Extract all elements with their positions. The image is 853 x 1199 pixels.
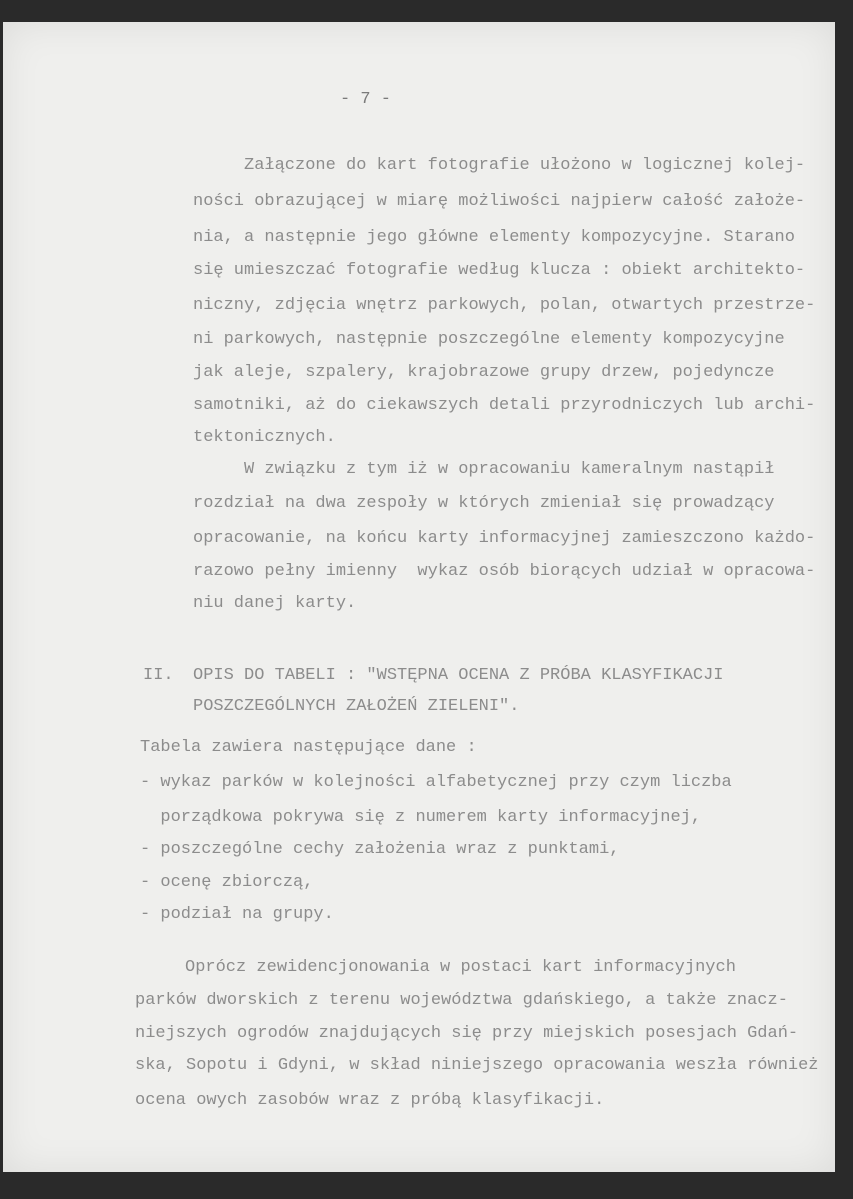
paragraph1-line: tektonicznych. bbox=[193, 428, 336, 447]
section-title-line: OPIS DO TABELI : "WSTĘPNA OCENA Z PRÓBA KLASYFIKACJI bbox=[193, 666, 724, 685]
paragraph1-line: Załączone do kart fotografie ułożono w logicznej kolej- bbox=[244, 156, 806, 175]
list-item: - podział na grupy. bbox=[140, 905, 334, 924]
paragraph3-line: ska, Sopotu i Gdyni, w skład niniejszego opracowania weszła również bbox=[135, 1056, 819, 1075]
section-title-line: POSZCZEGÓLNYCH ZAŁOŻEŃ ZIELENI". bbox=[193, 697, 520, 716]
paragraph1-line: ni parkowych, następnie poszczególne elementy kompozycyjne bbox=[193, 330, 785, 349]
paragraph1-line: niczny, zdjęcia wnętrz parkowych, polan, otwartych przestrze- bbox=[193, 296, 816, 315]
paragraph1-line: się umieszczać fotografie według klucza : obiekt architekto- bbox=[193, 261, 806, 280]
paragraph1-line: ności obrazującej w miarę możliwości najpierw całość założe- bbox=[193, 192, 806, 211]
list-item: - ocenę zbiorczą, bbox=[140, 873, 314, 892]
paragraph1-line: nia, a następnie jego główne elementy kompozycyjne. Starano bbox=[193, 228, 795, 247]
paragraph1-line: jak aleje, szpalery, krajobrazowe grupy drzew, pojedyncze bbox=[193, 363, 775, 382]
list-item: - wykaz parków w kolejności alfabetycznej przy czym liczba bbox=[140, 773, 732, 792]
paragraph2-line: niu danej karty. bbox=[193, 594, 357, 613]
paragraph3-line: Oprócz zewidencjonowania w postaci kart informacyjnych bbox=[185, 958, 736, 977]
paragraph1-line: samotniki, aż do ciekawszych detali przyrodniczych lub archi- bbox=[193, 396, 816, 415]
paragraph2-line: rozdział na dwa zespoły w których zmieniał się prowadzący bbox=[193, 494, 775, 513]
page-number: - 7 - bbox=[340, 90, 392, 109]
list-item: porządkowa pokrywa się z numerem karty informacyjnej, bbox=[140, 808, 702, 827]
list-item: - poszczególne cechy założenia wraz z punktami, bbox=[140, 840, 620, 859]
paragraph3-line: parków dworskich z terenu województwa gdańskiego, a także znacz- bbox=[135, 991, 788, 1010]
paragraph3-line: niejszych ogrodów znajdujących się przy miejskich posesjach Gdań- bbox=[135, 1024, 799, 1043]
section-number: II. bbox=[143, 666, 174, 685]
table-intro: Tabela zawiera następujące dane : bbox=[140, 738, 477, 757]
paragraph3-line: ocena owych zasobów wraz z próbą klasyfikacji. bbox=[135, 1091, 605, 1110]
paragraph2-line: opracowanie, na końcu karty informacyjnej zamieszczono każdo- bbox=[193, 529, 816, 548]
paragraph2-line: razowo pełny imienny wykaz osób biorących udział w opracowa- bbox=[193, 562, 816, 581]
paragraph2-line: W związku z tym iż w opracowaniu kameralnym nastąpił bbox=[244, 460, 775, 479]
